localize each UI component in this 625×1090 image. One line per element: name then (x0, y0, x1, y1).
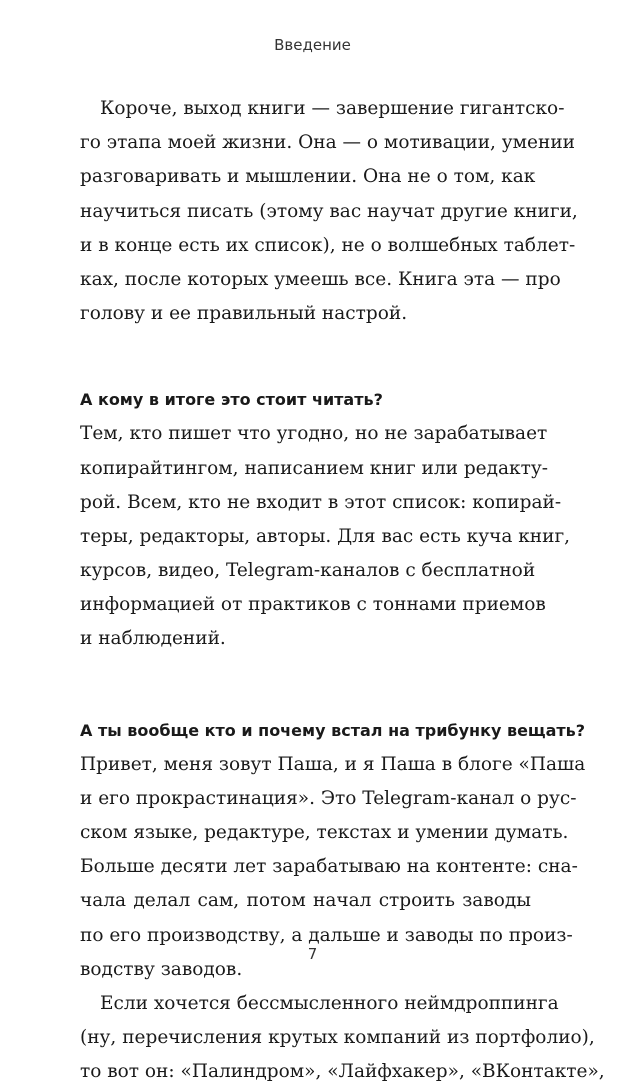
page-number: 7 (307, 945, 318, 963)
text-line: по его производству, а дальше и заводы по произ- (80, 924, 573, 946)
paragraph-intro (80, 92, 578, 331)
section-heading: А ты вообще кто и почему встал на трибунку вещать? (80, 720, 586, 740)
page-body (80, 92, 605, 1090)
text-line: курсов, видео, Telegram-каналов с бесплатной (80, 560, 536, 582)
text-line: научиться писать (этому вас научат другие книги, (80, 200, 578, 222)
text-line: и его прокрастинация». Это Telegram-канал о рус- (80, 787, 577, 809)
text-line: чала делал сам, потом начал строить заводы (80, 890, 531, 912)
text-line: (ну, перечисления крутых компаний из портфолио), (80, 1027, 595, 1049)
section-heading: А кому в итоге это стоит читать? (80, 390, 383, 410)
text-line: разговаривать и мышлении. Она не о том, как (80, 166, 536, 188)
text-line: Короче, выход книги — завершение гигантско- (100, 98, 565, 119)
text-line: водству заводов. (80, 958, 243, 980)
text-line: голову и ее правильный настрой. (80, 303, 408, 325)
text-line: Если хочется бессмысленного неймдроппинга (100, 992, 559, 1014)
section-who-should-read (80, 383, 571, 656)
text-line: ском языке, редактуре, текстах и умении думать. (80, 822, 569, 843)
text-line: информацией от практиков с тоннами приемов (80, 594, 546, 616)
running-head: Введение (274, 36, 351, 54)
text-line: и наблюдений. (80, 628, 226, 650)
text-line: Больше десяти лет зарабатываю на контенте: сна- (80, 856, 578, 878)
text-line: то вот он: «Палиндром», «Лайфхакер», «ВКонтакте», (80, 1061, 605, 1083)
text-line: ках, после которых умеешь все. Книга эта — про (80, 268, 561, 290)
section-about-author (80, 714, 605, 1090)
text-line: Тем, кто пишет что угодно, но не зарабатывает (80, 423, 548, 445)
text-line: теры, редакторы, авторы. Для вас есть куча книг, (80, 525, 571, 547)
text-line: копирайтингом, написанием книг или редакту- (80, 457, 548, 479)
text-line: рой. Всем, кто не входит в этот список: копирай- (80, 491, 562, 513)
text-line: Привет, меня зовут Паша, и я Паша в блоге «Паша (80, 753, 586, 775)
text-line: го этапа моей жизни. Она — о мотивации, умении (80, 132, 576, 154)
text-line: и в конце есть их список), не о волшебных таблет- (80, 234, 576, 256)
